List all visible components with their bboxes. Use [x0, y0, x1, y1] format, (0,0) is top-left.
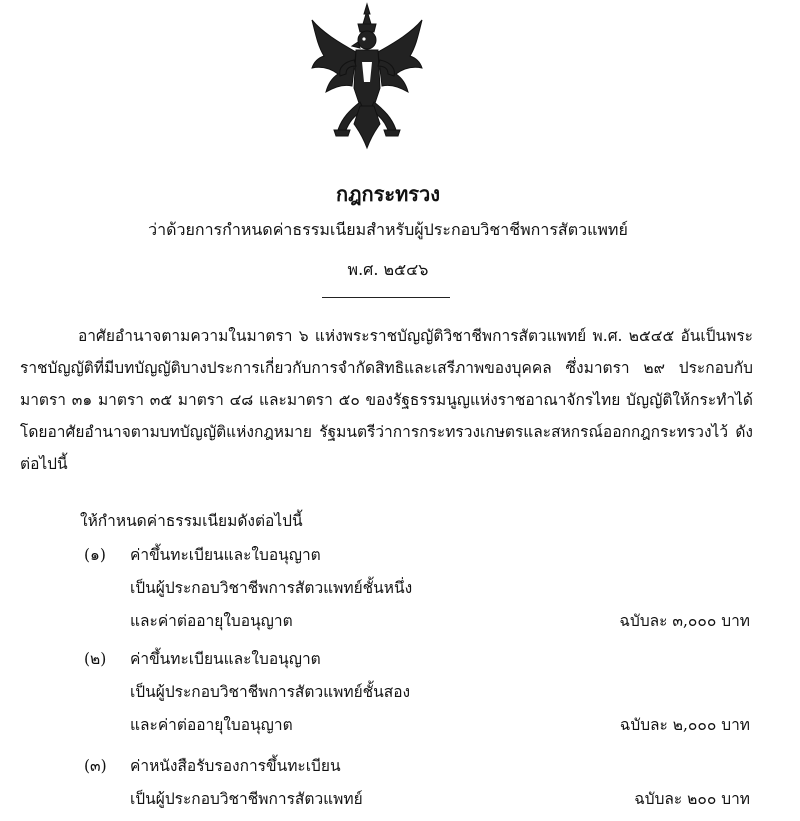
item-1-number: (๑): [84, 546, 106, 564]
item-2-heading: ค่าขึ้นทะเบียนและใบอนุญาต: [130, 650, 321, 668]
item-3-heading: ค่าหนังสือรับรองการขึ้นทะเบียน: [130, 757, 341, 775]
document-subtitle: ว่าด้วยการกำหนดค่าธรรมเนียมสำหรับผู้ประกอบวิชาชีพการสัตวแพทย์: [148, 220, 628, 239]
item-2-number: (๒): [84, 650, 107, 668]
item-1-heading: ค่าขึ้นทะเบียนและใบอนุญาต: [130, 546, 321, 564]
item-2-line2: เป็นผู้ประกอบวิชาชีพการสัตวแพทย์ชั้นสอง: [130, 683, 411, 701]
item-1-line2: เป็นผู้ประกอบวิชาชีพการสัตวแพทย์ชั้นหนึ่ง: [130, 579, 413, 597]
item-2-line3: และค่าต่ออายุใบอนุญาต: [130, 716, 293, 734]
document-year: พ.ศ. ๒๕๔๖: [347, 260, 429, 279]
item-3-fee: ฉบับละ ๒๐๐ บาท: [634, 790, 750, 808]
item-1-fee: ฉบับละ ๓,๐๐๐ บาท: [619, 612, 750, 630]
garuda-emblem-icon: [308, 2, 426, 150]
item-3-number: (๓): [84, 757, 107, 775]
preamble-paragraph: อาศัยอำนาจตามความในมาตรา ๖ แห่งพระราชบัญญัติวิชาชีพการสัตวแพทย์ พ.ศ. ๒๕๔๕ อันเป็นพระราชบัญญัติที่มีบทบัญญัติบางประการเกี่ยวกับการจำกัดสิทธิและเสรีภาพของบุคคล ซึ่งมาตรา ๒๙ ประกอบกับมาตรา ๓๑ มาตรา ๓๕ มาตรา ๔๘ และมาตรา ๕๐ ของรัฐธรรมนูญแห่งราชอาณาจักรไทย บัญญัติให้กระทำได้โดยอาศัยอำนาจตามบทบัญญัติแห่งกฎหมาย รัฐมนตรีว่าการกระทรวงเกษตรและสหกรณ์ออกกฎกระทรวงไว้ ดังต่อไปนี้: [20, 327, 753, 473]
document-title: กฎกระทรวง: [335, 182, 441, 206]
item-2-fee: ฉบับละ ๒,๐๐๐ บาท: [619, 716, 750, 734]
item-3-line2: เป็นผู้ประกอบวิชาชีพการสัตวแพทย์: [130, 790, 363, 808]
title-divider: [322, 297, 450, 298]
item-1-line3: และค่าต่ออายุใบอนุญาต: [130, 612, 293, 630]
fee-intro: ให้กำหนดค่าธรรมเนียมดังต่อไปนี้: [80, 512, 303, 530]
